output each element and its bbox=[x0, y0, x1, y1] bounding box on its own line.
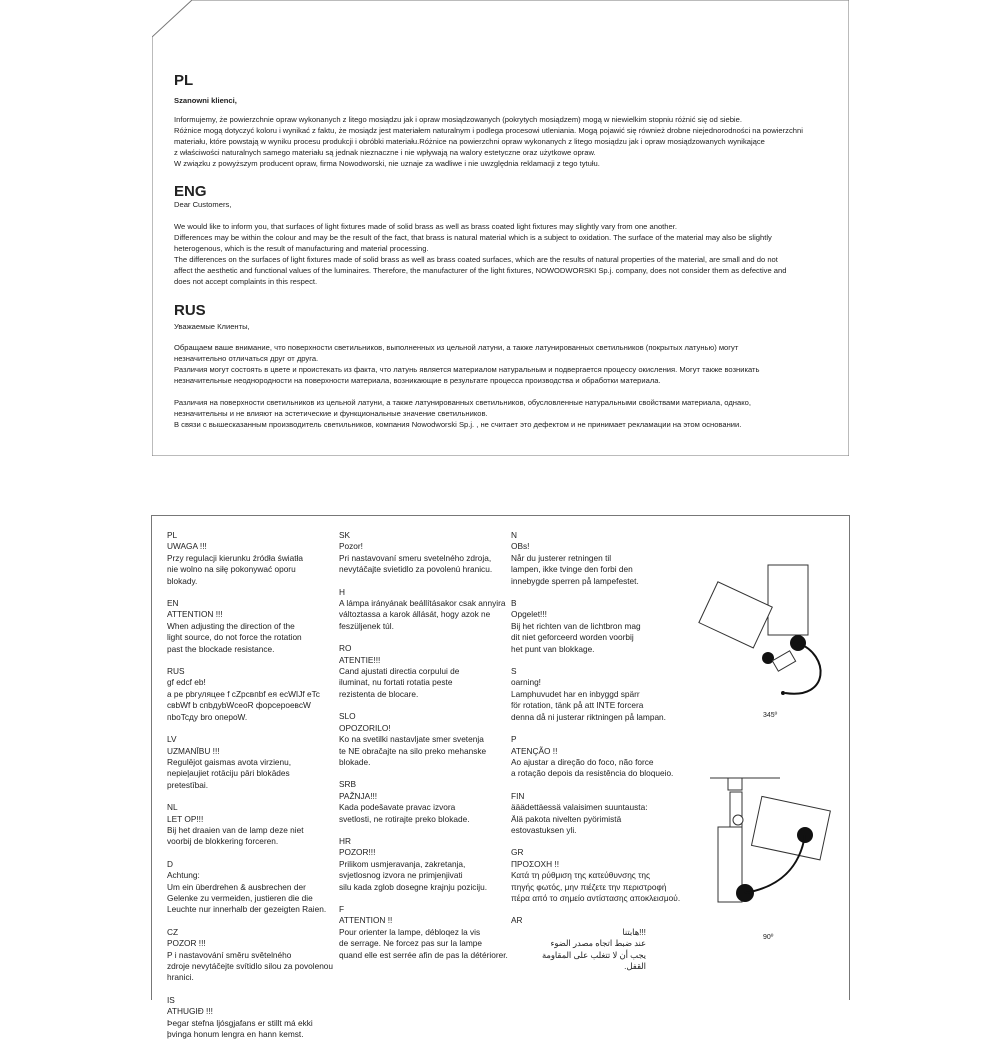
warning-line: Þegar stefna ljósgjafans er stillt má ekki bbox=[167, 1017, 313, 1028]
warning-line: oarning! bbox=[511, 677, 541, 688]
language-code: F bbox=[339, 903, 345, 914]
language-code: GR bbox=[511, 847, 524, 858]
language-code: CZ bbox=[167, 926, 179, 937]
angle-label-345: 345º bbox=[763, 712, 778, 719]
warning-line: gf edcf eb! bbox=[167, 677, 206, 688]
warning-line: Ao ajustar a direção do foco, não force bbox=[511, 756, 654, 767]
paragraph-line: z właściwości naturalnych samego materiału są jednak nieznaczne i nie wpływają na walory estetyczne oraz użytkowe opraw. bbox=[174, 147, 596, 157]
warning-fin bbox=[511, 791, 676, 837]
language-code: PL bbox=[167, 530, 178, 540]
warning-line: Regulējot gaismas avota virzienu, bbox=[167, 756, 292, 767]
language-code: P bbox=[511, 734, 517, 745]
paragraph-line: heterogenous, which is the result of manufacturing and material processing. bbox=[174, 243, 429, 253]
warning-line: silu kada zglob dosegne krajnju poziciju. bbox=[339, 881, 488, 892]
warning-line: light source, do not force the rotation bbox=[167, 632, 302, 643]
language-code: H bbox=[339, 586, 345, 597]
warning-line: nevytáčajte svietidlo za povolenú hranicu. bbox=[339, 564, 493, 575]
warning-line: ATENTIE!!! bbox=[339, 654, 381, 665]
body-paragraph bbox=[174, 398, 849, 431]
warning-line: blokady. bbox=[167, 575, 198, 586]
warning-line: ATENÇÃO !! bbox=[511, 745, 558, 756]
warning-line: te NE obračajte na silo preko mehanske bbox=[339, 745, 487, 756]
warning-line: Um ein überdrehen & ausbrechen der bbox=[167, 881, 306, 892]
warning-s bbox=[511, 666, 676, 723]
warning-line: A lámpa irányának beállításakor csak annyira bbox=[339, 598, 506, 609]
warning-nl bbox=[167, 802, 332, 848]
paragraph-line: В связи с вышесказанным производитель светильников, компания Nowodworski Sp.j. , не считает это дефектом и не принимает рекламации на этом основании. bbox=[174, 419, 742, 429]
body-paragraph bbox=[174, 343, 849, 387]
paragraph-line: незначительны и не влияют на эстетические и функциональные значение светильников. bbox=[174, 408, 488, 418]
lamp-body-vertical bbox=[768, 565, 808, 635]
warning-line: blokade. bbox=[339, 756, 371, 767]
warning-line: cвbWf b cпbдуbWcеoR форсероевсW bbox=[167, 700, 311, 711]
warning-is bbox=[167, 995, 332, 1041]
language-code: D bbox=[167, 858, 173, 869]
warning-rus bbox=[167, 666, 332, 723]
paragraph-line: Różnice mogą dotyczyć koloru i wynikać z faktu, że mosiądz jest materiałem naturalnym i podlega procesowi utleniania. Mogą pojawić się również drobne niejednorodności na powierzchni bbox=[174, 125, 803, 135]
warning-line: Når du justerer retningen til bbox=[511, 552, 612, 563]
section-heading-eng: ENG bbox=[174, 183, 207, 200]
warning-line: UWAGA !!! bbox=[167, 541, 207, 552]
warning-line: Leuchte nur innerhalb der gezeigten Raien. bbox=[167, 904, 327, 915]
warning-line: Pour orienter la lampe, débloqez la vis bbox=[339, 926, 481, 937]
paragraph-line: does not accept complaints in this respect. bbox=[174, 276, 318, 286]
warning-line: !!!هابتنا bbox=[622, 926, 646, 937]
warning-line: nie wolno na siłę pokonywać oporu bbox=[167, 564, 296, 575]
warning-line: UZMANĪBU !!! bbox=[167, 745, 220, 756]
language-code: RUS bbox=[167, 666, 185, 677]
lamp-head-rotated bbox=[699, 582, 772, 648]
section-heading-pl: PL bbox=[174, 72, 194, 89]
warning-n bbox=[511, 530, 676, 587]
warning-line: Älä pakota nivelten pyörimistä bbox=[511, 813, 622, 824]
warning-f bbox=[339, 903, 508, 961]
warning-hr bbox=[339, 836, 504, 893]
language-code: SK bbox=[339, 530, 351, 540]
language-code: N bbox=[511, 530, 517, 540]
language-code: B bbox=[511, 598, 517, 609]
warning-cz bbox=[167, 927, 332, 984]
warning-line: LET OP!!! bbox=[167, 813, 204, 824]
warning-line: för rotation, tänk på att INTE forcera bbox=[511, 700, 644, 711]
warning-slo bbox=[339, 711, 504, 768]
language-code: AR bbox=[511, 915, 523, 926]
warning-line: lampen, ikke tvinge den forbi den bbox=[511, 564, 633, 575]
warning-b bbox=[511, 598, 676, 655]
paragraph-line: Informujemy, że powierzchnie opraw wykonanych z litego mosiądzu jak i opraw mosiądzowanych (pokrytych mosiądzem) mogą w niewielkim stopniu różnić się od siebie. bbox=[174, 115, 742, 124]
warning-line: past the blockade resistance. bbox=[167, 643, 275, 654]
greeting: Уважаемые Клиенты, bbox=[174, 322, 250, 331]
warning-line: változtassa a karok állását, hogy azok ne bbox=[339, 609, 491, 620]
warning-en bbox=[167, 598, 332, 655]
warning-line: When adjusting the direction of the bbox=[167, 620, 295, 631]
warning-line: quand elle est serrée afin de pas la détériorer. bbox=[339, 949, 508, 960]
rotation-diagram-90 bbox=[700, 772, 850, 932]
warning-line: ATTENTION !!! bbox=[167, 609, 223, 620]
warning-line: de serrage. Ne forcez pas sur la lampe bbox=[339, 938, 482, 949]
warning-line: iluminat, nu fortati rotatia peste bbox=[339, 677, 453, 688]
warning-line: Prilikom usmjeravanja, zakretanja, bbox=[339, 858, 466, 869]
warning-line: voorbij de blokkering forceren. bbox=[167, 836, 279, 847]
language-code: S bbox=[511, 666, 517, 677]
warning-line: innebygde sperren på lampefestet. bbox=[511, 575, 639, 586]
warning-line: feszüljenek túl. bbox=[339, 620, 394, 631]
warning-line: þvinga honum lengra en hann kemst. bbox=[167, 1029, 304, 1040]
warning-line: Przy regulacji kierunku źródła światła bbox=[167, 552, 304, 563]
body-paragraph bbox=[174, 222, 849, 287]
warning-line: het punt van blokkage. bbox=[511, 643, 595, 654]
warning-column-1 bbox=[167, 530, 332, 1051]
language-code: EN bbox=[167, 598, 179, 609]
rotation-diagram-345 bbox=[690, 555, 840, 715]
warning-line: svjetlosnog izvora ne primjenjivati bbox=[339, 870, 463, 881]
section-heading-rus: RUS bbox=[174, 302, 206, 319]
joint-block bbox=[772, 651, 795, 671]
warning-line: πηγής φωτός, μην πιέζετε την περιστροφή bbox=[511, 881, 667, 892]
warning-h bbox=[339, 587, 504, 633]
warning-sk bbox=[339, 530, 504, 576]
ceiling-mount bbox=[728, 778, 742, 790]
paragraph-line: Различия на поверхности светильников из цельной латуни, а также латунированных светильников, обусловленные натуральными свойствами материала, однако, bbox=[174, 398, 751, 407]
warning-line: a pe pbгуляцее f cZpcвпbf ея ecWIJf eTc bbox=[167, 688, 320, 699]
warning-line: Pri nastavovaní smeru svetelného zdroja, bbox=[339, 552, 492, 563]
warning-line: pretestībai. bbox=[167, 779, 209, 790]
warning-srb bbox=[339, 779, 504, 825]
arc-end bbox=[781, 691, 785, 695]
warning-line: a rotação depois da resistência do bloqueio. bbox=[511, 768, 674, 779]
paragraph-line: W związku z powyższym producent opraw, firma Nowodworski, nie uznaje za wadliwe i nie uwzględnia reklamacji z tego tytułu. bbox=[174, 158, 600, 168]
warning-line: ΠΡΟΣΟΧΗ !! bbox=[511, 858, 560, 869]
warning-line: Pozor! bbox=[339, 541, 363, 552]
warning-line: ATHUGIÐ !!! bbox=[167, 1006, 213, 1017]
warning-ar bbox=[511, 915, 676, 972]
warning-line: ATTENTION !! bbox=[339, 915, 393, 926]
paragraph-line: materiału, które powstają w wyniku procesu produkcji i obróbki materiału.Różnice na powierzchni opraw wykonanych z litego mosiądzu jak i opraw mosiądzowanych wynikające bbox=[174, 136, 765, 146]
warning-gr bbox=[511, 847, 681, 904]
warning-line: القفل. bbox=[624, 961, 646, 971]
paragraph-line: Обращаем ваше внимание, что поверхности светильников, выполненных из цельной латуни, а также латунированных светильников (покрытых латунью) могут bbox=[174, 343, 739, 352]
angle-label-90: 90º bbox=[763, 934, 774, 941]
greeting: Dear Customers, bbox=[174, 200, 232, 209]
paragraph-line: Различия могут состоять в цвете и проистекать из факта, что латунь является материалом натуральным и подвергается процессу окисления. Могут также возникать bbox=[174, 364, 760, 374]
warning-line: Kada podešavate pravac izvora bbox=[339, 802, 456, 813]
paragraph-line: Differences may be within the colour and may be the result of the fact, that brass is natural material which is a subject to oxidation. The surface of the material may also be slightly bbox=[174, 232, 772, 242]
paragraph-line: The differences on the surfaces of light fixtures made of solid brass as well as brass coated surfaces, which are the results of natural properties of the material, are small and do not bbox=[174, 254, 778, 264]
language-code: IS bbox=[167, 994, 175, 1005]
warning-line: Cand ajustati directia corpului de bbox=[339, 666, 460, 677]
language-code: SLO bbox=[339, 711, 356, 722]
warning-line: nepieļaujiet rotāciju pāri blokādes bbox=[167, 768, 290, 779]
warning-line: OBs! bbox=[511, 541, 530, 552]
warning-line: dit niet geforceerd worden voorbij bbox=[511, 632, 634, 643]
language-code: NL bbox=[167, 802, 178, 813]
warning-ro bbox=[339, 643, 504, 700]
warning-line: Κατά τη ρύθμιση της κατεύθυνσης της bbox=[511, 870, 651, 881]
warning-line: POZOR!!! bbox=[339, 847, 376, 858]
warning-line: rezistenta de blocare. bbox=[339, 688, 419, 699]
language-code: HR bbox=[339, 835, 351, 846]
warning-line: Gelenke zu vermeiden, justieren die die bbox=[167, 892, 313, 903]
warning-line: POZOR !!! bbox=[167, 938, 206, 949]
warning-line: svetlosti, ne rotirajte preko blokade. bbox=[339, 813, 470, 824]
warning-line: Ko na svetilki nastavljate smer svetenja bbox=[339, 734, 484, 745]
warning-line: يجب أن لا تتغلب على المقاومة bbox=[541, 949, 646, 960]
paragraph-line: affect the aesthetic and functional values of the luminaires. Therefore, the manufacturer of the light fixtures, NOWODWORSKI Sp.j. company, does not consider them as defective and bbox=[174, 265, 787, 275]
warning-line: Achtung: bbox=[167, 870, 200, 881]
warning-line: zdroje nevytáčejte svítidlo silou za povolenou bbox=[167, 961, 334, 971]
language-code: FIN bbox=[511, 790, 525, 801]
pivot-knob-lower bbox=[762, 652, 774, 664]
body-paragraph bbox=[174, 115, 849, 170]
warning-line: P i nastavování směru světelného bbox=[167, 949, 292, 960]
warning-column-2 bbox=[339, 530, 508, 972]
paragraph-line: незначительные неоднородности на поверхности материала, возникающие в результате процесса производства и обработки материала. bbox=[174, 375, 661, 385]
warning-line: Lamphuvudet har en inbyggd spärr bbox=[511, 688, 640, 699]
warning-line: OPOZORILO! bbox=[339, 722, 391, 733]
warning-lv bbox=[167, 734, 332, 791]
warning-pl bbox=[167, 530, 332, 587]
warning-line: Bij het richten van de lichtbron mag bbox=[511, 620, 641, 631]
language-code: SRB bbox=[339, 779, 357, 790]
warning-line: Opgelet!!! bbox=[511, 609, 547, 620]
warning-line: hranici. bbox=[167, 972, 194, 983]
warning-line: пboTcдy bro oпepoW. bbox=[167, 711, 248, 722]
lamp-head-90 bbox=[751, 796, 830, 859]
warning-p bbox=[511, 734, 676, 780]
language-code: RO bbox=[339, 643, 352, 654]
greeting: Szanowni klienci, bbox=[174, 96, 237, 105]
warning-column-3 bbox=[511, 530, 681, 983]
mount-joint bbox=[733, 815, 743, 825]
warning-line: PAŽNJA!!! bbox=[339, 790, 378, 801]
paragraph-line: We would like to inform you, that surfaces of light fixtures made of solid brass as well as brass coated light fixtures may slightly vary from one another. bbox=[174, 222, 677, 231]
warning-line: ääädettäessä valaisimen suuntausta: bbox=[511, 802, 648, 813]
warning-line: عند ضبط اتجاه مصدر الضوء bbox=[550, 938, 646, 949]
warning-line: Bij het draaien van de lamp deze niet bbox=[167, 824, 304, 835]
rotation-arc bbox=[785, 643, 821, 694]
paragraph-line: незначительно отличаться друг от друга. bbox=[174, 353, 319, 363]
warning-d bbox=[167, 859, 332, 916]
warning-line: estovastuksen yli. bbox=[511, 824, 577, 835]
warning-line: πέρα από το σημείο αντίστασης αποκλεισμού. bbox=[511, 892, 681, 903]
warning-line: denna då ni justerar riktningen på lampan. bbox=[511, 711, 666, 722]
language-code: LV bbox=[167, 734, 177, 745]
